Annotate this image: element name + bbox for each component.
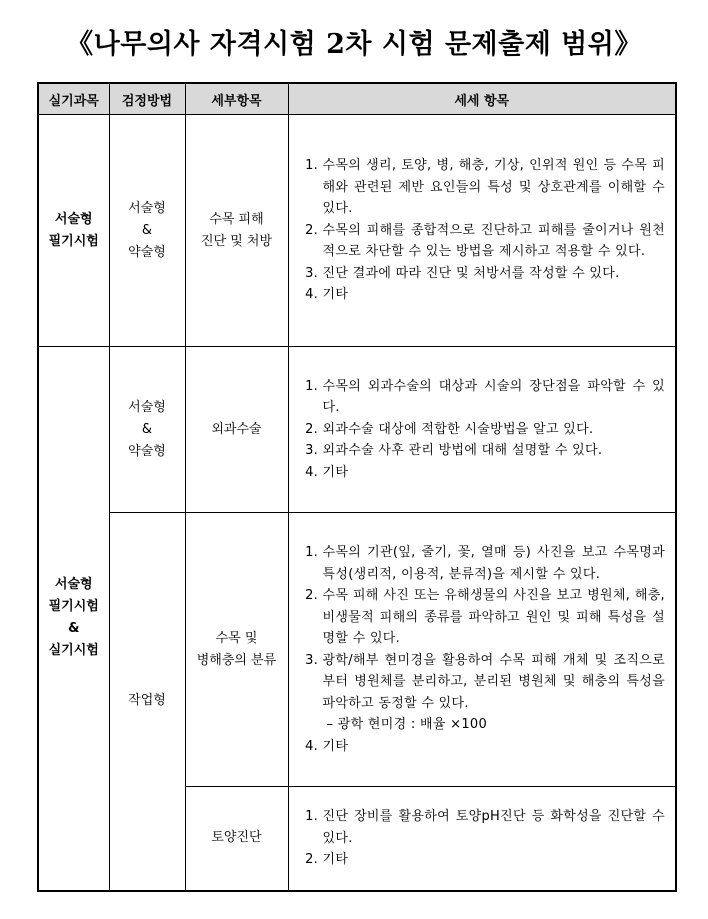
list-item: 1. 수목의 생리, 토양, 병, 해충, 기상, 인위적 원인 등 수목 피해와 관련된 제반 요인들의 특성 및 상호관계를 이해할 수 있다. bbox=[323, 155, 666, 220]
detail-cell: 외과수술 bbox=[185, 347, 288, 513]
subject-cell: 서술형 필기시험 & 실기시험 bbox=[38, 347, 109, 891]
method-cell: 서술형 & 약술형 bbox=[109, 115, 185, 347]
list-item: 4. 기타 bbox=[323, 736, 666, 758]
list-item: 1. 수목의 외과수술의 대상과 시술의 장단점을 파악할 수 있다. bbox=[323, 376, 666, 419]
exam-scope-table bbox=[37, 82, 677, 892]
list-item: 4. 기타 bbox=[323, 462, 666, 484]
list-item: 3. 진단 결과에 따라 진단 및 처방서를 작성할 수 있다. bbox=[323, 263, 666, 285]
method-cell: 서술형 & 약술형 bbox=[109, 347, 185, 513]
subject-cell: 서술형 필기시험 bbox=[38, 115, 109, 347]
list-item: 3. 외과수술 사후 관리 방법에 대해 설명할 수 있다. bbox=[323, 440, 666, 462]
list-item: 4. 기타 bbox=[323, 284, 666, 306]
method-cell: 작업형 bbox=[109, 513, 185, 891]
items-cell bbox=[288, 347, 676, 513]
list-item: 2. 수목 피해 사진 또는 유해생물의 사진을 보고 병원체, 해충, 비생물적 피해의 종류를 파악하고 원인 및 피해 특성을 설명할 수 있다. bbox=[323, 585, 666, 650]
page-title: 《나무의사 자격시험 2차 시험 문제출제 범위》 bbox=[66, 29, 642, 60]
list-item: 1. 수목의 기관(잎, 줄기, 꽃, 열매 등) 사진을 보고 수목명과 특성(생리적, 이용적, 분류적)을 제시할 수 있다. bbox=[323, 542, 666, 585]
items-cell bbox=[288, 787, 676, 891]
microscope-note: – 광학 현미경 : 배율 ×100 bbox=[326, 717, 488, 732]
detail-cell: 수목 및 병해충의 분류 bbox=[185, 513, 288, 787]
list-item: 2. 수목의 피해를 종합적으로 진단하고 피해를 줄이거나 원천적으로 차단할 수 있는 방법을 제시하고 적용할 수 있다. bbox=[323, 220, 666, 263]
header-subject: 실기과목 bbox=[38, 83, 109, 115]
header-items: 세세 항목 bbox=[288, 83, 676, 115]
header-method: 검정방법 bbox=[109, 83, 185, 115]
detail-cell: 토양진단 bbox=[185, 787, 288, 891]
list-item: 2. 기타 bbox=[323, 849, 666, 871]
table-row bbox=[38, 347, 676, 513]
items-cell bbox=[288, 115, 676, 347]
list-item: 1. 진단 장비를 활용하여 토양pH진단 등 화학성을 진단할 수 있다. bbox=[323, 806, 666, 849]
table-header-row bbox=[38, 83, 676, 115]
detail-cell: 수목 피해 진단 및 처방 bbox=[185, 115, 288, 347]
list-item: 3. 광학/해부 현미경을 활용하여 수목 피해 개체 및 조직으로부터 병원체를 분리하고, 분리된 병원체 및 해충의 특성을 파악하고 동정할 수 있다. – 광학 현미경 : 배율 ×100 bbox=[323, 650, 666, 736]
table-row bbox=[38, 115, 676, 347]
items-cell bbox=[288, 513, 676, 787]
list-item: 2. 외과수술 대상에 적합한 시술방법을 알고 있다. bbox=[323, 419, 666, 441]
table-row bbox=[38, 513, 676, 787]
header-detail: 세부항목 bbox=[185, 83, 288, 115]
